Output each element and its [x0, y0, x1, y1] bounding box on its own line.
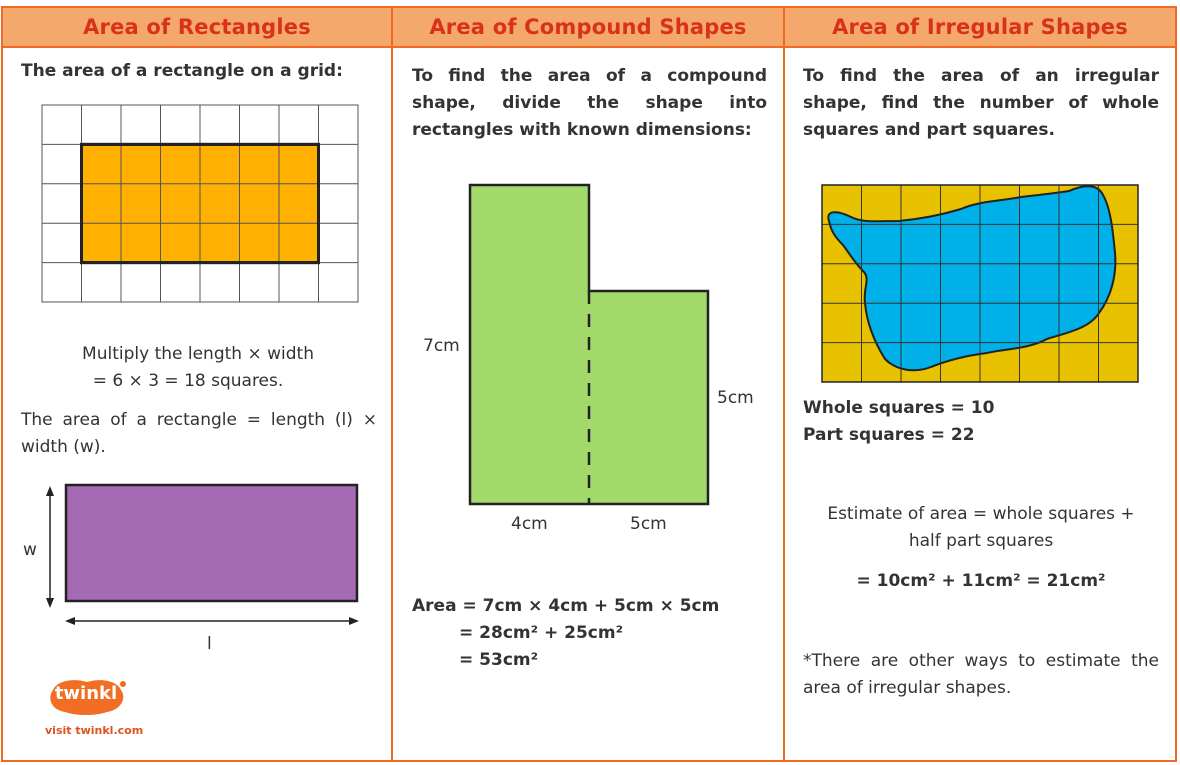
purple-rectangle — [66, 485, 357, 601]
rectangle-grid-diagram — [41, 104, 361, 304]
panel3-title: Area of Irregular Shapes — [785, 8, 1175, 48]
panel-area-of-rectangles — [1, 6, 393, 762]
label-5cm-bottom: 5cm — [630, 514, 667, 534]
panel1-intro: The area of a rectangle on a grid: — [21, 61, 343, 81]
area-line-1: Area = 7cm × 4cm + 5cm × 5cm — [412, 596, 720, 616]
estimate-line-3: = 10cm² + 11cm² = 21cm² — [856, 571, 1106, 591]
panel1-title: Area of Rectangles — [3, 8, 391, 48]
label-4cm: 4cm — [511, 514, 548, 534]
length-arrow — [65, 617, 359, 625]
panel3-intro: To find the area of an irregular shape, find the number of whole squares and part squares. — [803, 66, 1159, 140]
note-other-ways: *There are other ways to estimate the area of irregular shapes. — [803, 651, 1159, 698]
length-label: l — [207, 634, 212, 654]
twinkl-logo[interactable] — [47, 676, 125, 716]
whole-squares: Whole squares = 10 — [803, 398, 995, 418]
panel2-intro: To find the area of a compound shape, divide the shape into rectangles with known dimensions: — [412, 66, 767, 140]
area-line-2: = 28cm² + 25cm² — [459, 623, 624, 643]
logo-text: twinkl — [54, 683, 118, 704]
area-line-3: = 53cm² — [459, 650, 539, 670]
label-7cm: 7cm — [423, 336, 460, 356]
width-arrow — [46, 486, 54, 608]
twinkl-url[interactable]: visit twinkl.com — [45, 724, 144, 737]
estimate-line-2: half part squares — [908, 531, 1054, 551]
irregular-shape-grid — [821, 183, 1141, 385]
width-label: w — [23, 540, 37, 560]
compound-shape-diagram — [468, 178, 713, 510]
area-formula: The area of a rectangle = length (l) × width (w). — [21, 410, 377, 457]
multiply-line-1: Multiply the length × width — [82, 344, 314, 364]
label-5cm-side: 5cm — [717, 388, 754, 408]
estimate-line-1: Estimate of area = whole squares + — [827, 504, 1135, 524]
part-squares: Part squares = 22 — [803, 425, 975, 445]
panel2-title: Area of Compound Shapes — [393, 8, 783, 48]
length-width-diagram — [17, 482, 367, 662]
panel-area-of-compound-shapes — [391, 6, 785, 762]
multiply-line-2: = 6 × 3 = 18 squares. — [92, 371, 284, 391]
panel-area-of-irregular-shapes — [783, 6, 1177, 762]
